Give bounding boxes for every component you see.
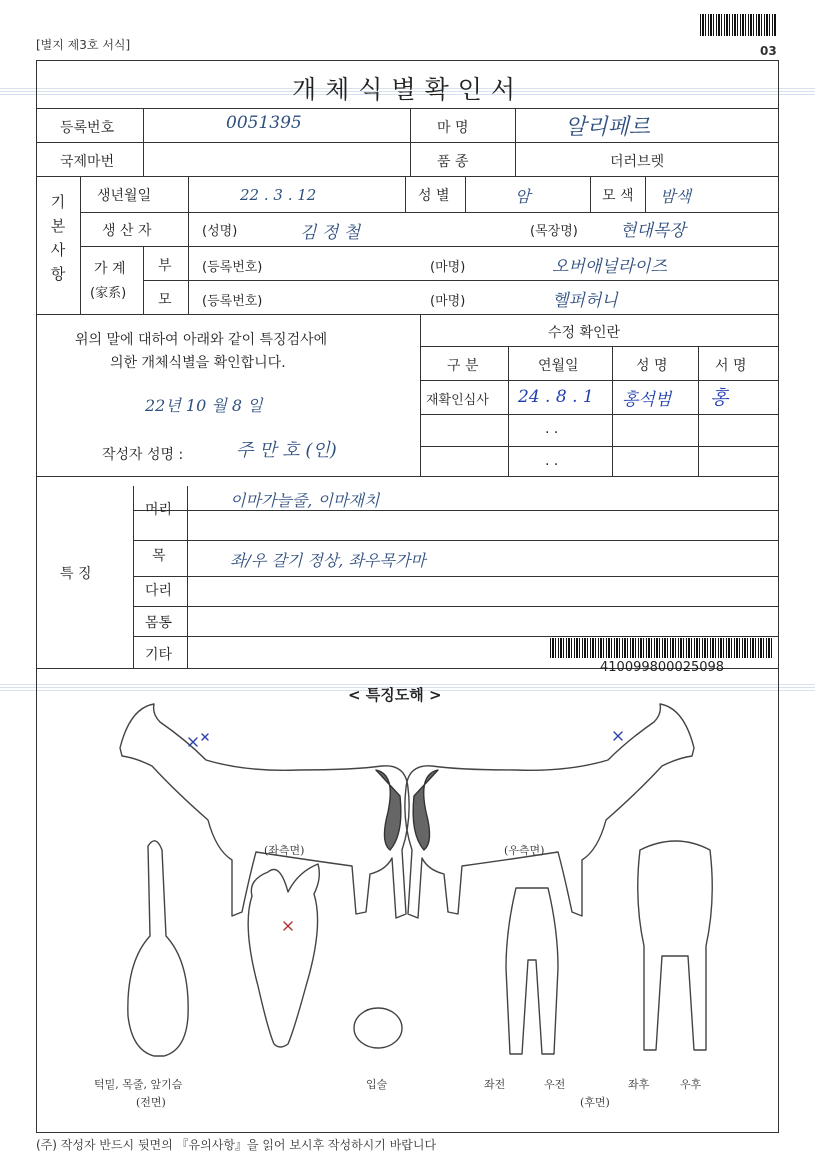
page-number: 03 <box>760 44 777 58</box>
diagram-title: < 특징도해 > <box>348 686 442 704</box>
sex-label: 성 별 <box>418 188 450 204</box>
left-horse-tail <box>376 770 401 850</box>
breed-label: 품 종 <box>437 154 469 170</box>
right-side-label: (우측면) <box>504 844 545 857</box>
head-front-view <box>248 864 319 1047</box>
lips-caption: 입술 <box>366 1078 388 1091</box>
producer-name-label: (성명) <box>202 224 238 239</box>
rear-view-horse <box>638 841 713 1050</box>
registration-number-value: 0051395 <box>226 113 302 133</box>
dam-name-label: (마명) <box>430 294 466 309</box>
front-view-label: (전면) <box>136 1096 166 1109</box>
neck-feature-value: 좌/우 갈기 정상, 좌우목가마 <box>230 551 426 570</box>
dam-name-value: 헬퍼허니 <box>552 291 618 311</box>
revision-title: 수정 확인란 <box>548 325 621 341</box>
revision-row-1-date: 24 . 8 . 1 <box>518 387 594 407</box>
breed-value: 더러브렛 <box>610 154 665 170</box>
coat-color-value: 밤색 <box>660 187 691 206</box>
head-label: 머리 <box>145 502 173 518</box>
basic-section-text: 기본사항 <box>50 193 66 283</box>
revision-row-1-type: 재확인심사 <box>426 393 489 408</box>
revision-header-date: 연월일 <box>538 358 579 374</box>
rear-view-label: (후면) <box>580 1096 610 1109</box>
right-hind-leg-label: 우후 <box>680 1078 702 1091</box>
front-view-horse <box>128 841 188 1056</box>
confirm-date-value: 22년 10 월 8 일 <box>145 396 263 415</box>
horse-name-label: 마 명 <box>437 120 469 136</box>
left-side-label: (좌측면) <box>264 844 305 857</box>
footer-note: (주) 작성자 반드시 뒷면의 『유의사항』을 읽어 보시후 작성하시기 바랍니다 <box>36 1138 437 1152</box>
features-barcode <box>550 638 772 658</box>
legs-label: 다리 <box>145 583 173 599</box>
sire-name-label: (마명) <box>430 260 466 275</box>
lips-view <box>354 1008 402 1048</box>
body-label: 몸통 <box>145 615 173 631</box>
right-horse-tail <box>413 770 438 850</box>
revision-row-1-name: 홍석범 <box>622 390 672 410</box>
left-front-leg-label: 좌전 <box>484 1078 506 1091</box>
statement-line-2: 의한 개체식별을 확인합니다. <box>110 355 286 371</box>
birth-date-value: 22 . 3 . 12 <box>240 186 317 204</box>
sire-reg-label: (등록번호) <box>202 260 263 275</box>
farm-name-label: (목장명) <box>530 224 578 239</box>
head-feature-value: 이마가늘줄, 이마재치 <box>230 491 380 510</box>
birth-date-label: 생년월일 <box>97 188 152 204</box>
basic-section-label <box>50 190 66 286</box>
front-legs-view <box>506 888 558 1054</box>
right-front-leg-label: 우전 <box>544 1078 566 1091</box>
writer-label: 작성자 성명 : <box>102 447 184 463</box>
dam-reg-label: (등록번호) <box>202 294 263 309</box>
pedigree-label: 가 계 <box>94 261 126 277</box>
left-hind-leg-label: 좌후 <box>628 1078 650 1091</box>
dam-label: 모 <box>158 292 172 308</box>
top-barcode <box>700 14 776 36</box>
features-section-label: 특 징 <box>60 566 92 582</box>
coat-color-label: 모 색 <box>602 188 634 204</box>
neck-label: 목 <box>152 548 166 564</box>
producer-name-value: 김 정 철 <box>300 223 361 243</box>
sex-value: 암 <box>515 187 531 206</box>
revision-header-sign: 서 명 <box>715 358 747 374</box>
pedigree-hanja: (家系) <box>90 286 127 301</box>
form-number-label: [별지 제3호 서식] <box>36 38 131 52</box>
writer-name-value: 주 만 호 (인) <box>236 440 337 461</box>
revision-row-2-date: . . <box>545 421 559 437</box>
front-view-caption: 턱밑, 목줄, 앞기슴 <box>94 1078 183 1091</box>
other-label: 기타 <box>145 647 173 663</box>
revision-header-type: 구 분 <box>447 358 479 374</box>
horse-diagram <box>36 700 778 1132</box>
revision-row-3-date: . . <box>545 453 559 469</box>
statement-line-1: 위의 말에 대하여 아래와 같이 특징검사에 <box>75 332 328 348</box>
intl-number-label: 국제마번 <box>60 154 115 170</box>
sire-label: 부 <box>158 258 172 274</box>
sire-name-value: 오버애널라이즈 <box>552 257 667 277</box>
farm-name-value: 현대목장 <box>620 221 686 241</box>
barcode-number: 410099800025098 <box>600 660 725 675</box>
revision-row-1-sign: 홍 <box>710 387 729 409</box>
right-side-horse <box>405 704 694 918</box>
document-title: 개체식별확인서 <box>292 75 525 104</box>
horse-name-value: 알리페르 <box>565 115 651 140</box>
producer-label: 생 산 자 <box>102 223 152 239</box>
registration-number-label: 등록번호 <box>60 120 115 136</box>
revision-header-name: 성 명 <box>636 358 668 374</box>
